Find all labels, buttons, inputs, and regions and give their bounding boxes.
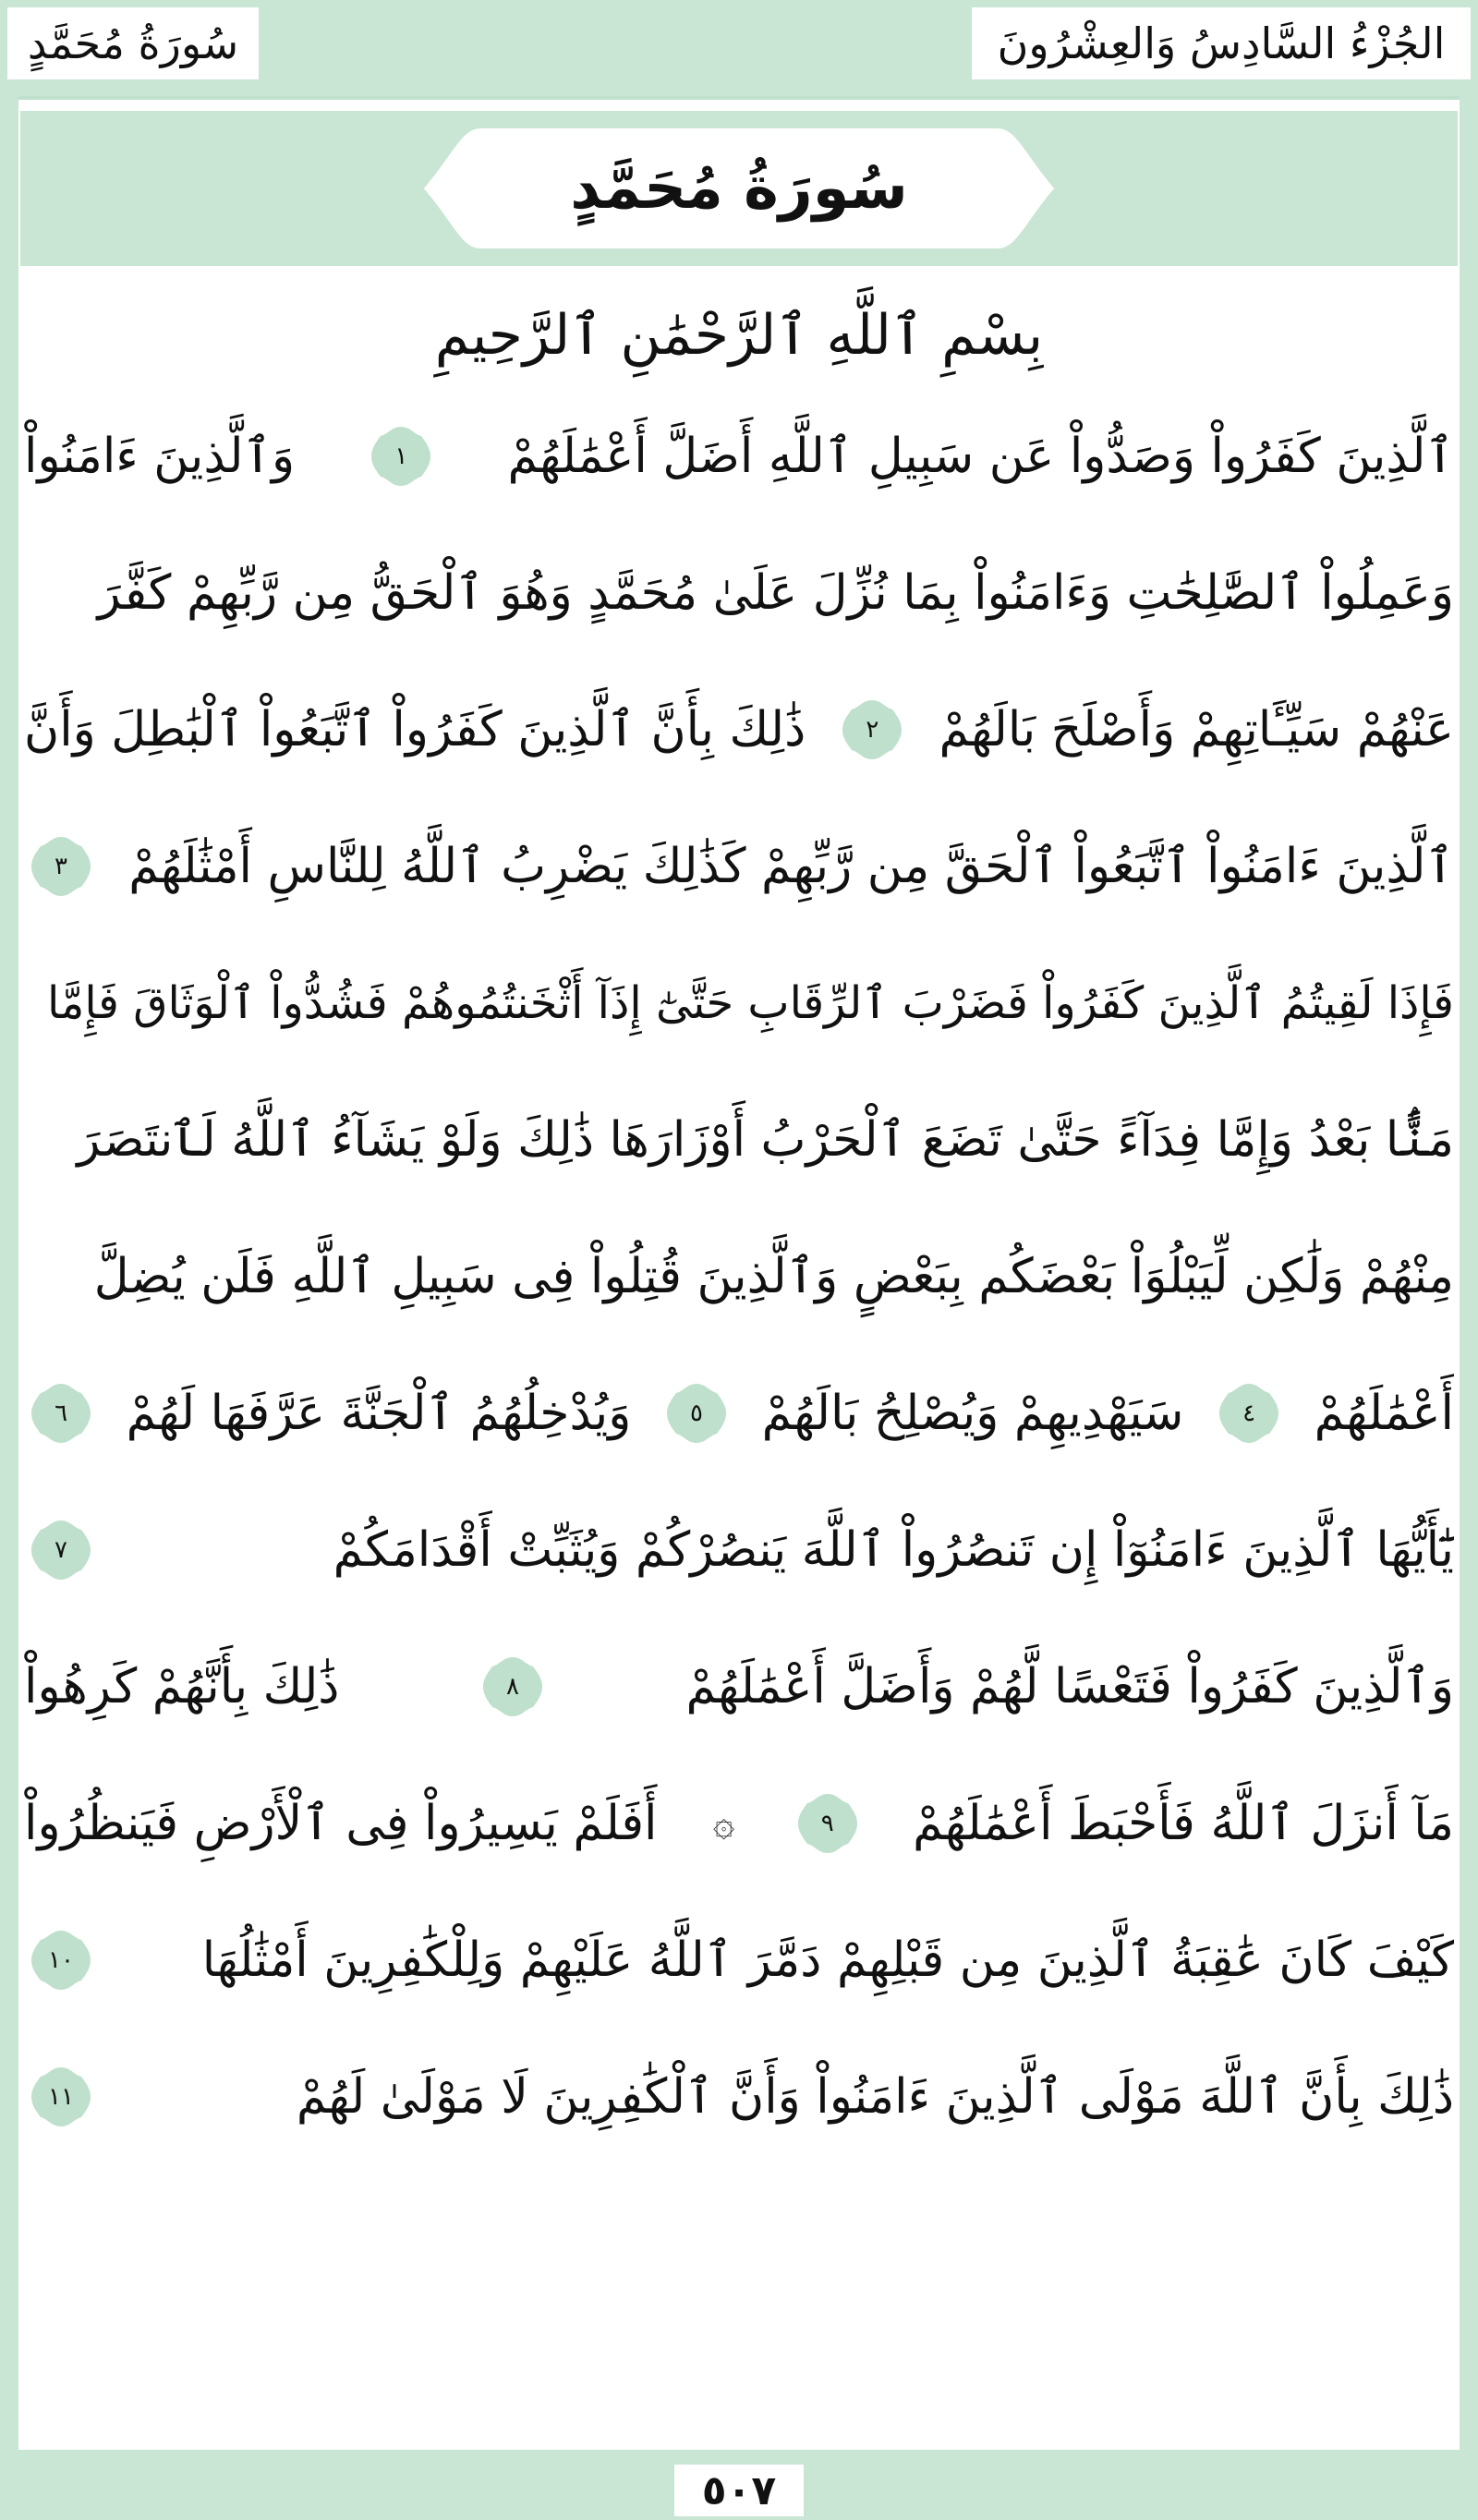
ayah-number-marker <box>841 698 903 761</box>
ayah-number: ١١ <box>48 2083 74 2111</box>
surah-title: سُورَةُ مُحَمَّدٍ <box>570 154 908 223</box>
verse-text: وَيُدْخِلُهُمُ ٱلْجَنَّةَ عَرَّفَهَا لَهُمْ <box>126 1386 632 1441</box>
verse-line <box>24 935 1454 1072</box>
verse-text: وَٱلَّذِينَ ءَامَنُواْ <box>24 429 296 484</box>
verse-text: سَيَهْدِيهِمْ وَيُصْلِحُ بَالَهُمْ <box>761 1386 1184 1441</box>
verse-text: ذَٰلِكَ بِأَنَّهُمْ كَرِهُواْ <box>24 1659 340 1714</box>
verse-line <box>24 1072 1454 1208</box>
ayah-number: ١ <box>394 442 408 470</box>
verse-line <box>24 1345 1454 1482</box>
ayah-number: ٤ <box>1242 1399 1256 1427</box>
verse-line <box>24 1482 1454 1618</box>
verse-text: وَٱلَّذِينَ كَفَرُواْ فَتَعْسًا لَّهُمْ وَأَضَلَّ أَعْمَٰلَهُمْ <box>685 1659 1454 1714</box>
ayah-number-marker <box>796 1792 859 1855</box>
ayah-number: ٣ <box>55 853 67 880</box>
verse-line <box>24 2029 1454 2165</box>
ayah-number: ٧ <box>55 1536 67 1564</box>
surah-banner <box>20 111 1458 266</box>
ayah-number: ٢ <box>866 716 879 744</box>
ayah-number: ٦ <box>55 1399 68 1427</box>
verse-line <box>24 661 1454 798</box>
ayah-number-marker <box>30 1929 92 1992</box>
juz-label: الجُزْءُ السَّادِسُ وَالعِشْرُونَ <box>972 7 1471 79</box>
ayah-number-marker <box>30 2066 92 2128</box>
verse-text: وَعَمِلُواْ ٱلصَّٰلِحَٰتِ وَءَامَنُواْ بِمَا نُزِّلَ عَلَىٰ مُحَمَّدٍ وَهُوَ ٱلْحَقُّ مِن رَّبِّهِمْ كَفَّرَ <box>97 565 1454 621</box>
verse-text: كَيْفَ كَانَ عَٰقِبَةُ ٱلَّذِينَ مِن قَبْلِهِمْ دَمَّرَ ٱللَّهُ عَلَيْهِمْ وَلِلْكَٰفِرِينَ أَمْثَٰلُهَا <box>201 1932 1454 1988</box>
basmala: بِسْمِ ٱللَّهِ ٱلرَّحْمَٰنِ ٱلرَّحِيمِ <box>434 303 1044 368</box>
verse-line <box>24 1208 1454 1345</box>
verse-text: ٱلَّذِينَ كَفَرُواْ وَصَدُّواْ عَن سَبِيلِ ٱللَّهِ أَضَلَّ أَعْمَٰلَهُمْ <box>507 429 1454 484</box>
verse-text: مِنْهُمْ وَلَٰكِن لِّيَبْلُوَاْ بَعْضَكُم بِبَعْضٍ وَٱلَّذِينَ قُتِلُواْ فِى سَبِيلِ ٱللَّهِ فَلَن يُضِلَّ <box>93 1249 1454 1304</box>
verse-line <box>24 1618 1454 1755</box>
ayah-number-marker <box>30 835 92 898</box>
verse-text: مَنًّۢا بَعْدُ وَإِمَّا فِدَآءً حَتَّىٰ تَضَعَ ٱلْحَرْبُ أَوْزَارَهَا ذَٰلِكَ وَلَوْ يَشَآءُ ٱللَّهُ لَٱنتَصَرَ <box>77 1112 1454 1168</box>
verse-lines <box>24 388 1454 2165</box>
ayah-number-marker <box>481 1655 544 1718</box>
verse-text: فَإِذَا لَقِيتُمُ ٱلَّذِينَ كَفَرُواْ فَضَرْبَ ٱلرِّقَابِ حَتَّىٰٓ إِذَآ أَثْخَنتُمُوهُمْ فَشُدُّواْ ٱلْوَثَاقَ فَإِمَّا <box>47 977 1454 1029</box>
verse-line <box>24 798 1454 935</box>
ayah-number: ٩ <box>820 1810 834 1837</box>
verse-text: يَٰٓأَيُّهَا ٱلَّذِينَ ءَامَنُوٓاْ إِن تَنصُرُواْ ٱللَّهَ يَنصُرْكُمْ وَيُثَبِّتْ أَقْدَامَكُمْ <box>333 1522 1454 1578</box>
verse-text: ذَٰلِكَ بِأَنَّ ٱللَّهَ مَوْلَى ٱلَّذِينَ ءَامَنُواْ وَأَنَّ ٱلْكَٰفِرِينَ لَا مَوْلَىٰ لَهُمْ <box>296 2069 1454 2125</box>
verse-text: أَعْمَٰلَهُمْ <box>1314 1386 1454 1441</box>
verse-text: مَآ أَنزَلَ ٱللَّهُ فَأَحْبَطَ أَعْمَٰلَهُمْ <box>913 1796 1454 1851</box>
page-number: ٥٠٧ <box>674 2465 804 2516</box>
ayah-number: ٥ <box>689 1399 703 1427</box>
verse-text: ٱلَّذِينَ ءَامَنُواْ ٱتَّبَعُواْ ٱلْحَقَّ مِن رَّبِّهِمْ كَذَٰلِكَ يَضْرِبُ ٱللَّهُ لِلنَّاسِ أَمْثَٰلَهُمْ <box>128 839 1454 894</box>
ayah-number-marker <box>30 1382 92 1445</box>
ayah-number-marker <box>1218 1382 1280 1445</box>
verse-text: أَفَلَمْ يَسِيرُواْ فِى ٱلْأَرْضِ فَيَنظُرُواْ <box>24 1796 658 1851</box>
ayah-number-marker <box>30 1519 92 1581</box>
verse-line <box>24 1892 1454 2029</box>
surah-cartouche <box>416 120 1062 257</box>
hizb-star-icon: ۞ <box>712 1802 735 1845</box>
ayah-number: ٨ <box>506 1673 519 1701</box>
verse-line <box>24 388 1454 525</box>
ayah-number-marker <box>370 425 432 488</box>
ayah-number-marker <box>665 1382 728 1445</box>
verse-text: عَنْهُمْ سَيِّـَٔاتِهِمْ وَأَصْلَحَ بَالَهُمْ <box>939 702 1454 757</box>
mushaf-page <box>18 96 1460 2450</box>
top-header-bar <box>0 0 1478 85</box>
verse-line <box>24 1755 1454 1892</box>
verse-text: ذَٰلِكَ بِأَنَّ ٱلَّذِينَ كَفَرُواْ ٱتَّبَعُواْ ٱلْبَٰطِلَ وَأَنَّ <box>24 702 806 757</box>
ayah-number: ١٠ <box>48 1946 74 1974</box>
verse-line <box>24 525 1454 661</box>
surah-header-label: سُورَةُ مُحَمَّدٍ <box>7 7 259 79</box>
